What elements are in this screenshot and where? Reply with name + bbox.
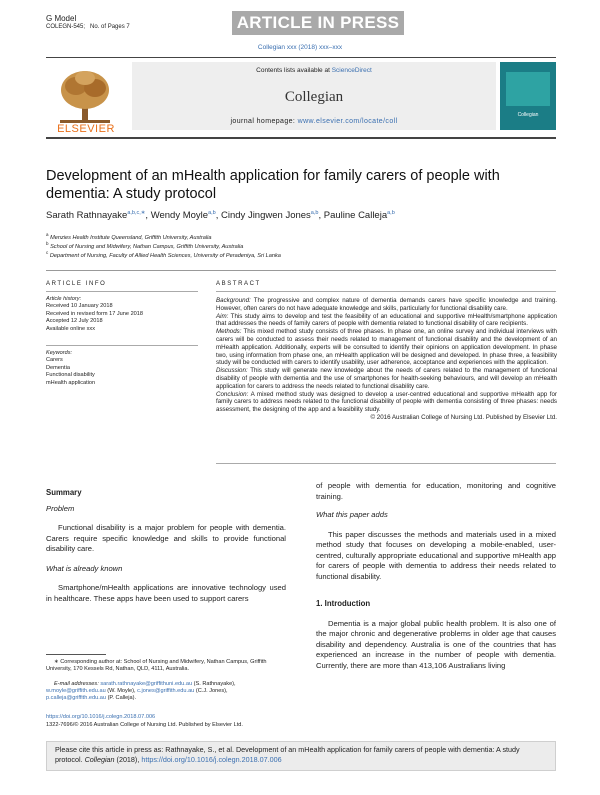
email-link[interactable]: c.jones@griffith.edu.au bbox=[137, 688, 195, 695]
introduction-heading: 1. Introduction bbox=[316, 599, 371, 608]
email-label: E-mail addresses: bbox=[54, 681, 99, 687]
affiliation-text: Menzies Health Institute Queensland, Griffith University, Australia bbox=[50, 234, 212, 241]
abstract-label: Discussion: bbox=[216, 367, 248, 375]
abstract-text: A mixed method study was designed to develop a user-centred educational and supportive mHealth app for family carers to address needs related to the functional disability of people with dementia consisting of three phases: needs assessment, the designing of the app and a feasibility study. bbox=[216, 390, 557, 414]
citation-doi-link[interactable]: https://doi.org/10.1016/j.colegn.2018.07.006 bbox=[141, 755, 282, 764]
contents-line bbox=[132, 67, 496, 74]
keyword: Carers bbox=[46, 357, 63, 364]
email-link[interactable]: w.moyle@griffith.edu.au bbox=[46, 688, 106, 695]
homepage-prefix: journal homepage: bbox=[230, 118, 296, 125]
abstract-label: Methods: bbox=[216, 328, 242, 336]
email-owner: (C.J. Jones), bbox=[195, 688, 228, 695]
colegn-code: COLEGN-545; bbox=[46, 24, 86, 30]
author-affiliation-mark[interactable]: a,b bbox=[310, 210, 319, 216]
citation-year: (2018), bbox=[116, 755, 140, 764]
keyword: Dementia bbox=[46, 364, 70, 371]
abstract-text: This mixed method study consists of three phases. In phase one, an online survey and individual interviews with carers will be conducted to assess their needs related to management of functional disability and the development of an mHealth application. Additionally, experts will be consulted to identify their opinions on application development. In phase two, using information from phase one, an mHealth application will be designed and developed. In phase three, a feasibility study will be conducted with carers to identify usability, user adherence, acceptance and experiences with the application. bbox=[216, 328, 558, 367]
elsevier-tree-logo bbox=[54, 66, 116, 128]
known-paragraph: Smartphone/mHealth applications are innovative technology used in healthcare. These apps have been used to support carers bbox=[46, 583, 286, 603]
elsevier-wordmark: ELSEVIER bbox=[57, 123, 115, 135]
affiliation-mark: c bbox=[46, 250, 49, 255]
page-count: No. of Pages 7 bbox=[90, 24, 130, 30]
cover-graphic bbox=[506, 72, 550, 106]
keyword: Functional disability bbox=[46, 372, 95, 379]
affiliation-mark: b bbox=[46, 241, 49, 246]
affiliation-text: Department of Nursing, Faculty of Allied Health Sciences, University of Peradeniya, Sri Lanka bbox=[49, 252, 281, 259]
cover-label: Collegian bbox=[517, 112, 539, 118]
problem-heading: Problem bbox=[46, 503, 75, 513]
left-column bbox=[46, 488, 286, 604]
abstract-text: This study will generate new knowledge about the needs of carers related to the management of functional disability of people with dementia and the use of smartphones for health-seeking behaviours, and will develop an mHealth application for carers to address the needs related to functional disability care. bbox=[216, 367, 557, 390]
email-link[interactable]: p.calleja@griffith.edu.au bbox=[46, 695, 106, 702]
abstract-heading: ABSTRACT bbox=[216, 281, 261, 287]
journal-title: Collegian bbox=[284, 89, 344, 105]
adds-paragraph: This paper discusses the methods and materials used in a mixed method study that focuses on developing a mobile-enabled, user-centred, culturally appropriate educational and supportive mHealth app for carers of people with dementia to address their needs related to functional disability. bbox=[316, 529, 556, 581]
email-owner: (W. Moyle), bbox=[107, 688, 136, 695]
abstract-paragraph bbox=[216, 391, 557, 414]
model-label: G Model bbox=[46, 14, 77, 23]
abstract-label: Aim: bbox=[216, 312, 229, 320]
abstract-bottom-rule bbox=[216, 463, 556, 464]
article-info-heading: ARTICLE INFO bbox=[46, 281, 107, 287]
adds-heading: What this paper adds bbox=[316, 510, 388, 519]
history-label: Article history: bbox=[46, 296, 82, 302]
known-heading: What is already known bbox=[46, 563, 123, 573]
article-in-press-badge: ARTICLE IN PRESS bbox=[232, 11, 404, 35]
affiliation bbox=[46, 249, 281, 260]
citation-box bbox=[46, 741, 556, 771]
article-title: Development of an mHealth application for family carers of people with dementia: A study protocol bbox=[46, 168, 500, 202]
introduction-paragraph: Dementia is a major global public health problem. It is also one of the major chronic and degenerative problems in older age that causes disability and dependency. Australia is one of the countries that has experienced an increase in the number of people with dementia. Currently, there are more than 413,106 Australians living bbox=[316, 618, 556, 670]
author-name[interactable]: Sarath Rathnayake bbox=[46, 210, 128, 222]
history-online: Available online xxx bbox=[46, 325, 96, 332]
keywords-label: Keywords: bbox=[46, 350, 73, 356]
journal-cover-image bbox=[500, 62, 556, 130]
doi-link[interactable]: https://doi.org/10.1016/j.colegn.2018.07.006 bbox=[46, 714, 156, 720]
history-revised: Received in revised form 17 June 2018 bbox=[46, 310, 144, 317]
journal-reference-link[interactable]: Collegian xxx (2018) xxx–xxx bbox=[257, 44, 343, 51]
keyword: mHealth application bbox=[46, 379, 96, 386]
abstract-rule bbox=[216, 291, 556, 292]
email-link[interactable]: sarath.rathnayake@griffithuni.edu.au bbox=[100, 681, 193, 687]
article-info-rule bbox=[46, 291, 198, 292]
author-name[interactable]: Pauline Calleja bbox=[323, 210, 388, 222]
article-code bbox=[46, 24, 130, 30]
abstract-body bbox=[216, 297, 557, 422]
journal-homepage bbox=[132, 118, 496, 125]
corresponding-author-note: ∗ Corresponding author at: School of Nursing and Midwifery, Nathan Campus, Griffith University, 170 Kessels Rd, Nathan, QLD, 4111, Australia. bbox=[46, 659, 267, 673]
abstract-paragraph bbox=[216, 313, 557, 329]
contents-prefix: Contents lists available at bbox=[256, 67, 330, 74]
article-history bbox=[46, 296, 143, 333]
abstract-text: The progressive and complex nature of dementia demands carers have specific knowledge and training. However, often carers do not have adequate knowledge and skills, particularly for functional disability care. bbox=[216, 297, 557, 312]
footnote-rule bbox=[46, 654, 106, 655]
affiliation-text: School of Nursing and Midwifery, Nathan Campus, Griffith University, Australia bbox=[50, 243, 244, 250]
abstract-paragraph bbox=[216, 297, 557, 313]
email-owner: (P. Calleja). bbox=[107, 695, 137, 702]
email-owner: (S. Rathnayake), bbox=[193, 681, 236, 687]
issn-copyright: 1322-7696/© 2016 Australian College of Nursing Ltd. Published by Elsevier Ltd. bbox=[46, 722, 243, 728]
abstract-label: Conclusion: bbox=[216, 390, 249, 398]
homepage-link[interactable]: www.elsevier.com/locate/coll bbox=[297, 118, 398, 125]
article-info-rule bbox=[46, 345, 198, 346]
abstract-text: This study aims to develop and test the feasibility of an educational and supportive mHealth/smartphone application that addresses the needs of family carers of people with dementia related to functional disability of care recipients. bbox=[216, 312, 558, 328]
keywords bbox=[46, 350, 95, 387]
author-affiliation-mark[interactable]: a,b,c,∗ bbox=[127, 210, 146, 216]
banner-bottom-rule bbox=[46, 137, 556, 139]
section-divider bbox=[46, 270, 556, 271]
author-affiliation-mark[interactable]: a,b bbox=[208, 210, 216, 216]
citation-text: Please cite this article in press as: Rathnayake, S., et al. Development of an mHealth application for family carers of people with dementia: A study protocol. bbox=[55, 745, 520, 764]
continued-paragraph: of people with dementia for education, monitoring and cognitive training. bbox=[316, 481, 556, 501]
right-column bbox=[316, 481, 556, 671]
history-accepted: Accepted 12 July 2018 bbox=[46, 318, 103, 325]
author-list: Sarath Rathnayake$^{a,b,c,∗}$, Wendy Moyle$^{a,b}$, Cindy Jingwen Jones$^{a,b}$, Pauline Calleja$^{a,b}$ bbox=[46, 210, 395, 222]
banner-top-rule bbox=[46, 57, 556, 58]
author-name[interactable]: Cindy Jingwen Jones bbox=[221, 210, 311, 222]
summary-heading: Summary bbox=[46, 488, 82, 497]
abstract-label: Background: bbox=[216, 297, 251, 304]
problem-paragraph: Functional disability is a major problem for people with dementia. Carers require specific knowledge and skills to provide functional disability care. bbox=[46, 523, 286, 553]
abstract-paragraph bbox=[216, 367, 557, 390]
affiliation-mark: a bbox=[46, 232, 49, 237]
history-received: Received 10 January 2018 bbox=[46, 303, 113, 310]
author-affiliation-mark[interactable]: a,b bbox=[387, 210, 395, 216]
sciencedirect-link[interactable]: ScienceDirect bbox=[331, 67, 372, 74]
abstract-copyright: © 2016 Australian College of Nursing Ltd. Published by Elsevier Ltd. bbox=[370, 413, 557, 421]
citation-journal: Collegian bbox=[84, 755, 115, 764]
email-addresses bbox=[46, 681, 286, 703]
abstract-paragraph bbox=[216, 328, 557, 367]
author-name[interactable]: Wendy Moyle bbox=[150, 210, 209, 222]
